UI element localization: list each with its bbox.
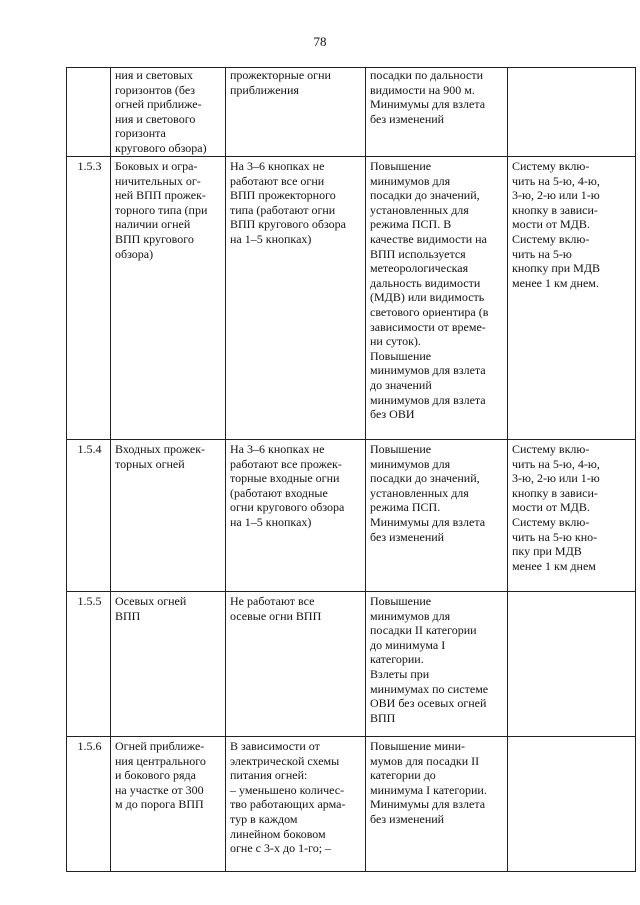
table-row xyxy=(67,737,636,872)
lighting-element-cell: Боковых и огра- ничительных ог- ней ВПП прожек- торного типа (при наличии огней ВПП кругового обзора) xyxy=(111,157,226,440)
row-number: 1.5.5 xyxy=(67,592,111,737)
minimums-action-cell: Повышение минимумов для посадки II категории до минимума I категории. Взлеты при минимумах по системе ОВИ без осевых огней ВПП xyxy=(366,592,508,737)
table-row xyxy=(67,68,636,157)
note-cell: Систему вклю- чить на 5-ю, 4-ю, 3-ю, 2-ю или 1-ю кнопку в зависи- мости от МДВ. Систему вклю- чить на 5-ю кно- пку при МДВ менее 1 км днем xyxy=(508,440,636,592)
lighting-element-cell: Огней приближе- ния центрального и бокового ряда на участке от 300 м до порога ВПП xyxy=(111,737,226,872)
table-row xyxy=(67,157,636,440)
failure-cell: прожекторные огни приближения xyxy=(226,68,366,157)
row-number: 1.5.6 xyxy=(67,737,111,872)
table-row xyxy=(67,440,636,592)
row-number xyxy=(67,68,111,157)
lighting-element-cell: ния и световых горизонтов (без огней приближе- ния и светового горизонта кругового обзора) xyxy=(111,68,226,157)
table-row xyxy=(67,592,636,737)
note-cell xyxy=(508,737,636,872)
note-cell: Систему вклю- чить на 5-ю, 4-ю, 3-ю, 2-ю или 1-ю кнопку в зависи- мости от МДВ. Систему вклю- чить на 5-ю кнопку при МДВ менее 1 км днем. xyxy=(508,157,636,440)
lighting-element-cell: Входных прожек- торных огней xyxy=(111,440,226,592)
failure-cell: В зависимости от электрической схемы питания огней: – уменьшено количес- тво работающих арма- тур в каждом линейном боковом огне с 3-х до 1-го; – xyxy=(226,737,366,872)
note-cell xyxy=(508,592,636,737)
row-number: 1.5.4 xyxy=(67,440,111,592)
minimums-action-cell: Повышение минимумов для посадки до значений, установленных для режима ПСП. В качестве видимости на ВПП используется метеорологическая дальность видимости (МДВ) или видимость светового ориентира (в зависимости от време- ни суток). Повышение минимумов для взлета до значений минимумов для взлета без ОВИ xyxy=(366,157,508,440)
lighting-element-cell: Осевых огней ВПП xyxy=(111,592,226,737)
failure-cell: На 3–6 кнопках не работают все огни ВПП прожекторного типа (работают огни ВПП кругового обзора на 1–5 кнопках) xyxy=(226,157,366,440)
conditions-table xyxy=(66,67,636,872)
note-cell xyxy=(508,68,636,157)
minimums-action-cell: посадки по дальности видимости на 900 м. Минимумы для взлета без изменений xyxy=(366,68,508,157)
page-number: 78 xyxy=(313,34,327,49)
minimums-action-cell: Повышение минимумов для посадки до значений, установленных для режима ПСП. Минимумы для взлета без изменений xyxy=(366,440,508,592)
failure-cell: Не работают все осевые огни ВПП xyxy=(226,592,366,737)
failure-cell: На 3–6 кнопках не работают все прожек- торные входные огни (работают входные огни кругового обзора на 1–5 кнопках) xyxy=(226,440,366,592)
row-number: 1.5.3 xyxy=(67,157,111,440)
minimums-action-cell: Повышение мини- мумов для посадки II категории до минимума I категории. Минимумы для взлета без изменений xyxy=(366,737,508,872)
